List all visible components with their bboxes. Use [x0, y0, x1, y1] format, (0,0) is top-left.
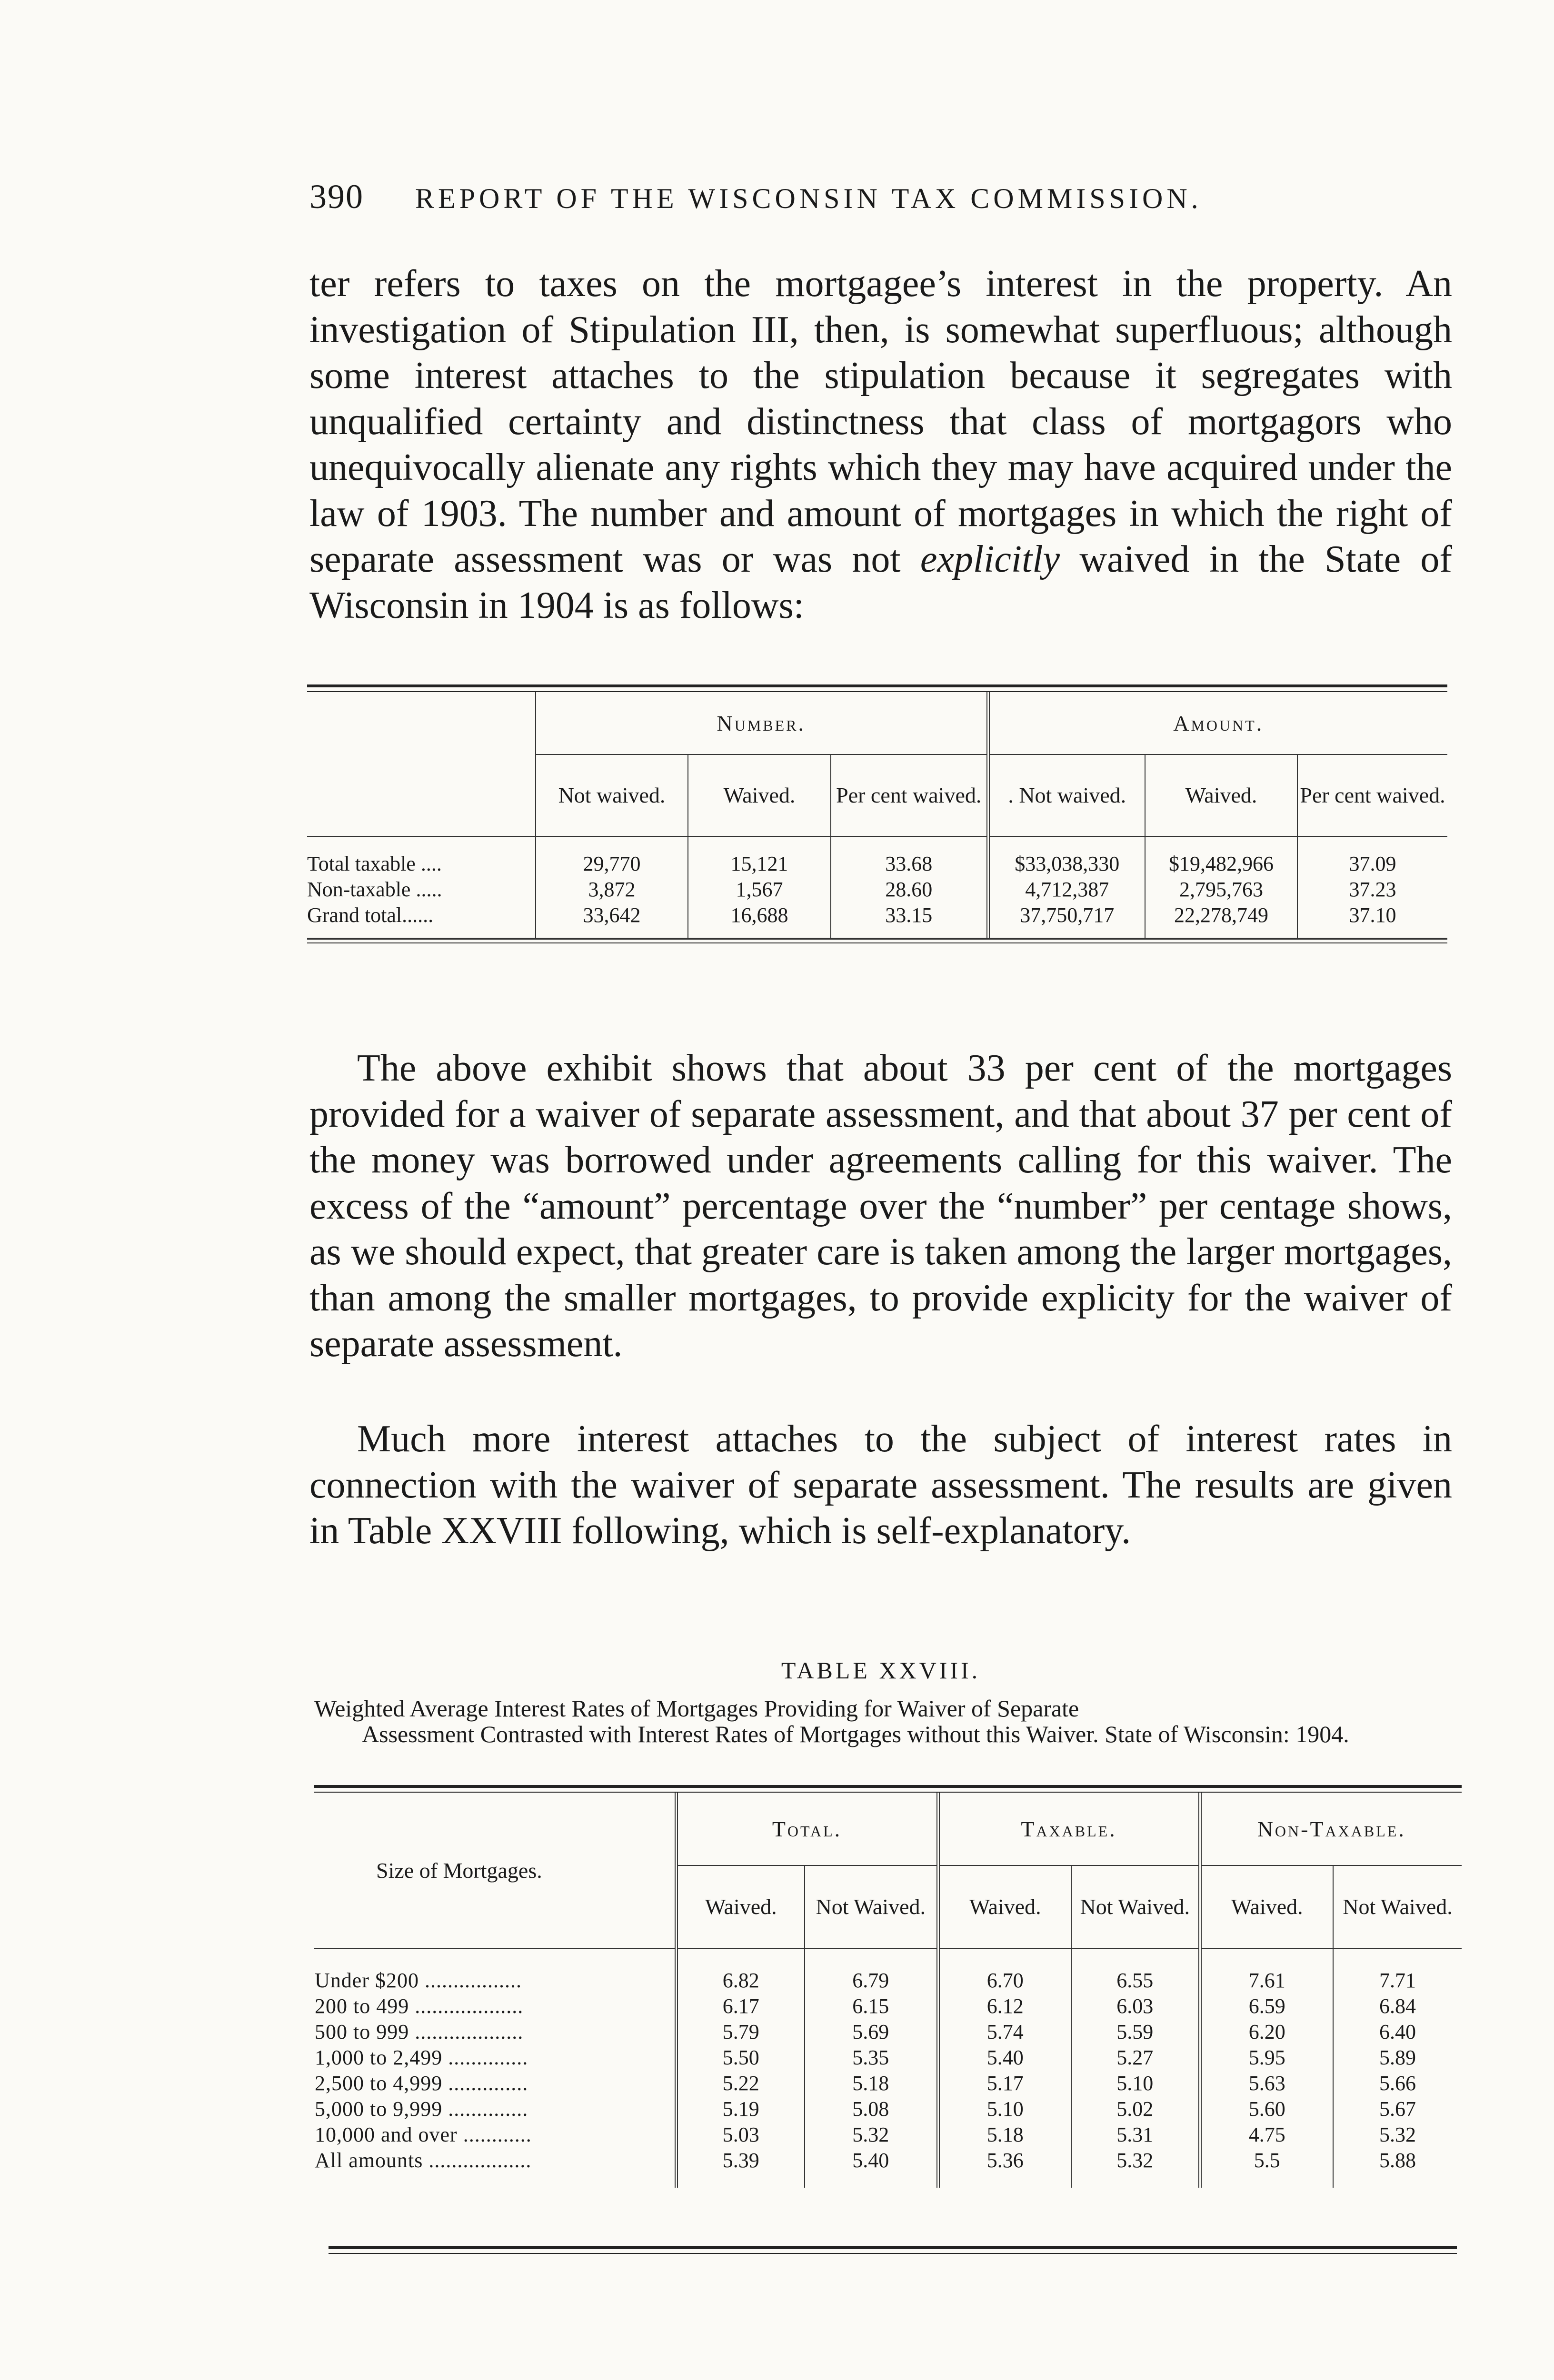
table-bottom-rule — [307, 938, 1447, 943]
table2-size-header: Size of Mortgages. — [376, 1858, 542, 1883]
table1-values-percent: 33.68 28.60 33.15 — [831, 836, 988, 938]
table1-col-waived: Waived. — [688, 754, 831, 836]
table2-col-nontaxable-waived: Waived. — [1200, 1865, 1333, 1948]
paragraph-2: The above exhibit shows that about 33 per cent of the mortgages provided for a waiver of separate assessment, and that about 37 per cent of the money was borrowed under agreements calling for this waiver. The excess of the “amount” percentage over the “number” per centage shows, as we should expect, that greater care is taken among the larger mortgages, than among the smaller mortgages, to provide explicity for the waiver of separate assessment. — [309, 1047, 1452, 1365]
table2-col-nontaxable-not-waived: Not Waived. — [1333, 1865, 1462, 1948]
table2-bottom-rule-thin — [329, 2253, 1457, 2254]
table1-values-waived: 15,121 1,567 16,688 — [688, 836, 831, 938]
mortgage-waiver-table — [307, 684, 1447, 943]
table2-values-total-not-waived: 6.79 6.15 5.69 5.35 5.18 5.08 5.32 5.40 — [805, 1949, 938, 2188]
interest-rate-table — [314, 1785, 1462, 2188]
table1-values-amount-percent: 37.09 37.23 37.10 — [1297, 836, 1447, 938]
table1-col-percent: Per cent waived. — [831, 754, 988, 836]
table2-col-taxable-waived: Waived. — [938, 1865, 1071, 1948]
table2-values-nontaxable-not-waived: 7.71 6.84 6.40 5.89 5.66 5.67 5.32 5.88 — [1333, 1949, 1462, 2188]
table-row — [307, 836, 1447, 938]
table2-row-labels: Under $200 ................. 200 to 499 ................... 500 to 999 ................... 1,000 to 2,499 .............. 2,500 to 4,999 .............. 5,000 to 9,999 .............. 10,000 and over ............ All amounts .................. — [315, 1969, 532, 2172]
table2-caption-line1: Weighted Average Interest Rates of Mortgages Providing for Waiver of Separate — [314, 1695, 1079, 1722]
paragraph-1-text-b: waived in the State of Wisconsin in 1904 is as follows: — [309, 538, 1453, 626]
table-row — [314, 1949, 1462, 2188]
paragraph-3: Much more interest attaches to the subject of interest rates in connection with the waiver of separate assessment. The results are given in Table XXVIII following, which is self-explanatory. — [309, 1418, 1452, 1552]
table2-values-taxable-waived: 6.70 6.12 5.74 5.40 5.17 5.10 5.18 5.36 — [938, 1949, 1071, 2188]
table1-col-amount-not-waived: . Not waived. — [988, 754, 1145, 836]
paragraph-1-text-a: ter refers to taxes on the mortgagee’s interest in the property. An investigation of Stipulation III, then, is somewhat superfluous; although some interest attaches to the stipulation because it segregates with unqualified certainty and distinctness that class of mortgagors who unequivocally alienate any rights which they may have acquired under the law of 1903. The number and amount of mortgages in which the right of separate assessment was or was not — [309, 263, 1452, 580]
table1-values-not-waived: 29,770 3,872 33,642 — [536, 836, 688, 938]
running-title: REPORT OF THE WISCONSIN TAX COMMISSION. — [415, 183, 1202, 214]
paragraph-1-italic: explicitly — [920, 538, 1060, 580]
table1-col-amount-percent: Per cent waived. — [1297, 754, 1447, 836]
table2-top-rule — [314, 1785, 1462, 1793]
table2-bottom-rule — [329, 2246, 1457, 2249]
table2-values-taxable-not-waived: 6.55 6.03 5.59 5.27 5.10 5.02 5.31 5.32 — [1071, 1949, 1200, 2188]
table1-col-amount-waived: Waived. — [1145, 754, 1297, 836]
table1-values-amount-waived: $19,482,966 2,795,763 22,278,749 — [1145, 836, 1297, 938]
table2-caption — [314, 1696, 1457, 1747]
paragraph-1 — [309, 261, 1452, 628]
table2-col-taxable-not-waived: Not Waived. — [1071, 1865, 1200, 1948]
running-header — [309, 177, 1452, 217]
table2-col-total-not-waived: Not Waived. — [805, 1865, 938, 1948]
table2-values-total-waived: 6.82 6.17 5.79 5.50 5.22 5.19 5.03 5.39 — [676, 1949, 805, 2188]
table1-group-amount: Amount. — [988, 692, 1447, 754]
table-top-rule — [307, 684, 1447, 692]
table1-values-amount-not-waived: $33,038,330 4,712,387 37,750,717 — [988, 836, 1145, 938]
table1-group-number: Number. — [536, 692, 988, 754]
table2-caption-line2: Assessment Contrasted with Interest Rates of Mortgages without this Waiver. State of Wisconsin: 1904. — [362, 1721, 1349, 1747]
table1-col-not-waived: Not waived. — [536, 754, 688, 836]
table2-title: TABLE XXVIII. — [781, 1657, 981, 1684]
table2-group-non-taxable: Non-Taxable. — [1200, 1793, 1462, 1865]
table2-group-taxable: Taxable. — [938, 1793, 1200, 1865]
table1-stub-header — [307, 692, 536, 836]
table2-col-total-waived: Waived. — [676, 1865, 805, 1948]
table1-row-labels: Total taxable .... Non-taxable ..... Grand total...... — [307, 852, 442, 927]
table2-values-nontaxable-waived: 7.61 6.59 6.20 5.95 5.63 5.60 4.75 5.5 — [1200, 1949, 1333, 2188]
table2-group-total: Total. — [676, 1793, 938, 1865]
page-number: 390 — [309, 178, 364, 216]
